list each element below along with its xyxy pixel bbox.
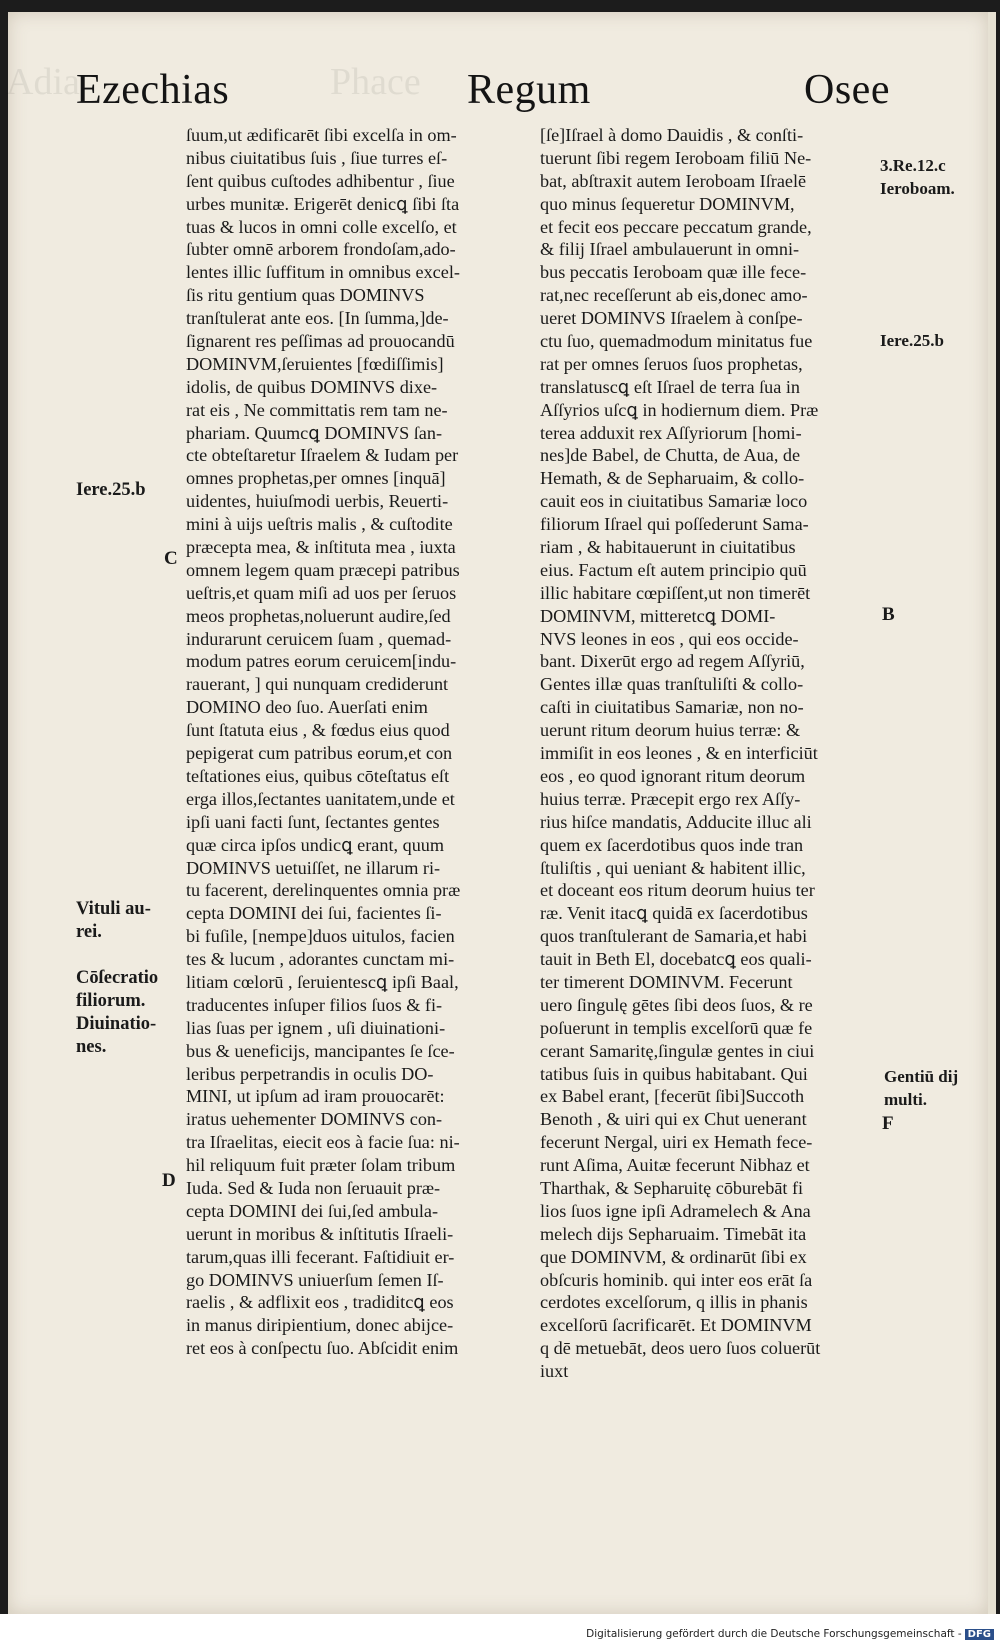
text-line: tauit in Beth El, docebatcꝗ eos quali-	[540, 949, 812, 970]
text-line: Gentes illæ quas tranſtuliſti & collo-	[540, 674, 804, 695]
text-line: bus & ueneficijs, mancipantes ſe ſce-	[186, 1040, 455, 1061]
text-line: melech dijs Sepharuaim. Timebāt ita	[540, 1223, 807, 1244]
text-line: cte obteſtaretur Iſraelem & Iudam per	[186, 445, 459, 466]
running-head-left: Ezechias	[76, 67, 230, 113]
text-line: eos , eo quod ignorant ritum deorum	[540, 765, 806, 786]
text-line: lios ſuos igne ipſi Adramelech & Ana	[540, 1200, 811, 1221]
text-line: quæ circa ipſos undicꝗ erant, quum	[186, 834, 445, 855]
text-line: uidentes, huiuſmodi uerbis, Reuerti-	[186, 491, 449, 512]
text-line: teſtationes eius, quibus cōteſtatus eſt	[186, 765, 450, 786]
margin-note-iere-left: Iere.25.b	[76, 480, 146, 500]
text-line: quem ex ſacerdotibus quos inde tran	[540, 834, 804, 855]
page-edge	[988, 12, 996, 1614]
text-line: riam , & habitauerunt in ciuitatibus	[540, 537, 796, 558]
text-line: ſunt ſtatuta eius , & fœdus eius quod	[186, 720, 450, 741]
text-line: & filij Iſrael ambulauerunt in omni-	[540, 239, 800, 260]
text-line: tes & lucum , adorantes cunctam mi-	[186, 949, 455, 970]
text-line: ſubter omnē arborem frondoſam,ado-	[186, 239, 456, 260]
text-line: translatuscꝗ eſt Iſrael de terra ſua in	[540, 376, 800, 397]
text-line: tuas & lucos in omni colle excelſo, et	[186, 216, 457, 237]
text-line: ſignarent res peſſimas ad prouocandū	[186, 331, 455, 352]
margin-note-diuinationes-1: Diuinatio-	[76, 1014, 157, 1034]
text-line: litiam cœlorū , ſeruientescꝗ ipſi Baal,	[186, 971, 459, 992]
text-line: in manus diripientium, donec abijce-	[186, 1315, 454, 1336]
bleed-through-left: Adia	[6, 61, 80, 103]
section-letter-c: C	[164, 548, 178, 569]
text-line: lentes illic ſuffitum in omnibus excel-	[186, 262, 460, 283]
text-line: fecerunt Nergal, uiri ex Hemath fece-	[540, 1132, 813, 1153]
text-line: ræ. Venit itacꝗ quidā ex ſacerdotibus	[540, 903, 808, 924]
text-line: uero ſingulę gētes ſibi deos ſuos, & re	[540, 994, 813, 1015]
section-letter-f: F	[882, 1113, 894, 1134]
text-line: ſtuliſtis , qui ueniant & habitent illic,	[540, 857, 806, 878]
text-line: phariam. Quumcꝗ DOMINVS ſan-	[186, 422, 443, 443]
text-line: caſti in ciuitatibus Samariæ, non no-	[540, 697, 804, 718]
text-line: ueret DOMINVS Iſraelem à conſpe-	[540, 308, 803, 329]
section-letter-d: D	[162, 1170, 176, 1191]
text-line: omnem legem quam præcepi patribus	[186, 559, 460, 580]
text-line: urbes munitæ. Erigerēt denicꝗ ſibi ſta	[186, 193, 460, 214]
margin-note-gentium-1: Gentiū dij	[884, 1067, 959, 1086]
text-line: MINI, ut ipſum ad iram prouocarēt:	[186, 1086, 445, 1107]
text-line: indurarunt ceruicem ſuam , quemad-	[186, 628, 452, 649]
text-line: ter timerent DOMINVM. Fecerunt	[540, 971, 793, 992]
text-line: præcepta mea, & inſtituta mea , iuxta	[186, 537, 456, 558]
bleed-through-center: Phace	[330, 61, 421, 103]
text-line: runt Aſima, Auitæ fecerunt Nibhaz et	[540, 1155, 810, 1176]
margin-note-iere-right: Iere.25.b	[880, 331, 944, 350]
text-line: quos tranſtulerant de Samaria,et habi	[540, 926, 808, 947]
text-line: nes]de Babel, de Chutta, de Aua, de	[540, 445, 801, 466]
text-line: hil reliquum fuit præter ſolam tribum	[186, 1155, 456, 1176]
text-line: iratus uehementer DOMINVS con-	[186, 1109, 443, 1130]
text-line: ex Babel erant, [fecerūt ſibi]Succoth	[540, 1086, 805, 1107]
running-head-right: Osee	[804, 67, 890, 113]
text-line: idolis, de quibus DOMINVS dixe-	[186, 376, 438, 397]
text-line: tu facerent, derelinquentes omnia præ	[186, 880, 461, 901]
text-line: rat per omnes ſeruos ſuos prophetas,	[540, 353, 803, 374]
digitization-credit	[586, 1628, 994, 1640]
text-line: traducentes inſuper filios ſuos & fi-	[186, 994, 443, 1015]
text-line: NVS leones in eos , qui eos occide-	[540, 628, 799, 649]
text-line: et doceant eos ritum deorum huius ter	[540, 880, 815, 901]
text-line: tatibus ſuis in quibus habitabant. Qui	[540, 1063, 808, 1084]
text-line: cerant Samaritę,ſingulæ gentes in ciui	[540, 1040, 815, 1061]
text-line: lias ſuas per ignem , uſi diuinationi-	[186, 1017, 446, 1038]
text-line: rat eis , Ne committatis rem tam ne-	[186, 399, 448, 420]
text-line: huius terræ. Præcepit ergo rex Aſſy-	[540, 788, 801, 809]
text-line: q dē metuebāt, deos uero ſuos coluerūt	[540, 1338, 821, 1359]
credit-text: Digitalisierung gefördert durch die Deutsche Forschungsgemeinschaft -	[586, 1628, 962, 1640]
text-line: immiſit in eos leones , & en interficiūt	[540, 743, 818, 764]
text-line: Benoth , & uiri qui ex Chut uenerant	[540, 1109, 807, 1130]
text-line: omnes prophetas,per omnes [inquā]	[186, 468, 446, 489]
text-line: terea adduxit rex Aſſyriorum [homi-	[540, 422, 802, 443]
running-head-center: Regum	[467, 67, 591, 113]
text-line: tra Iſraelitas, eiecit eos à facie ſua: ni-	[186, 1132, 460, 1153]
margin-note-gentium-2: multi.	[884, 1090, 927, 1109]
text-line: cerdotes excelſorum, q illis in phanis	[540, 1292, 808, 1313]
right-text-column	[540, 124, 880, 1383]
text-line: obſcuris hominib. qui inter eos erāt ſa	[540, 1269, 813, 1290]
text-line: quo minus ſequeretur DOMINVM,	[540, 193, 795, 214]
margin-note-vituli-2: rei.	[76, 922, 102, 942]
text-line: Aſſyrios uſcꝗ in hodiernum diem. Præ	[540, 399, 819, 420]
text-line: tuerunt ſibi regem Ieroboam filiū Ne-	[540, 147, 812, 168]
left-text-column	[186, 124, 522, 1360]
margin-note-diuinationes-2: nes.	[76, 1037, 107, 1057]
text-line: tranſtulerat ante eos. [In ſumma,]de-	[186, 308, 449, 329]
text-line: ſent quibus cuſtodes adhibentur , ſiue	[186, 170, 455, 191]
text-line: uerunt in moribus & inſtitutis Iſraeli-	[186, 1223, 454, 1244]
text-line: rauerant, ] qui nunquam crediderunt	[186, 674, 449, 695]
text-line: ipſi uani facti ſunt, ſectantes gentes	[186, 811, 440, 832]
text-line: [ſe]Iſrael à domo Dauidis , & conſti-	[540, 125, 804, 145]
text-line: ueſtris,et quam miſi ad uos per ſeruos	[186, 582, 457, 603]
text-line: nibus ciuitatibus ſuis , ſiue turres eſ-	[186, 147, 448, 168]
text-line: DOMINVM,ſeruientes [fœdiſſimis]	[186, 353, 444, 374]
text-line: que DOMINVM, & ordinarūt ſibi ex	[540, 1246, 807, 1267]
text-line: tarum,quas illi fecerant. Faſtidiuit er-	[186, 1246, 455, 1267]
margin-note-consecratio-2: filiorum.	[76, 991, 146, 1011]
text-line: ſis ritu gentium quas DOMINVS	[186, 285, 425, 306]
text-line: pepigerat cum patribus eorum,et con	[186, 743, 453, 764]
text-line: rat,nec receſſerunt ab eis,donec amo-	[540, 285, 808, 306]
text-line: DOMINVM, mitteretcꝗ DOMI-	[540, 605, 776, 626]
text-line: poſuerunt in templis excelſorū quæ fe	[540, 1017, 813, 1038]
text-line: DOMINO deo ſuo. Auerſati enim	[186, 697, 428, 718]
text-line: filiorum Iſrael qui poſſederunt Sama-	[540, 514, 809, 535]
text-line: Iuda. Sed & Iuda non ſeruauit præ-	[186, 1177, 441, 1198]
text-line: excelſorū ſacrificarēt. Et DOMINVM	[540, 1315, 812, 1336]
text-line: erga illos,ſectantes uanitatem,unde et	[186, 788, 455, 809]
text-line: ſuum,ut ædificarēt ſibi excelſa in om-	[186, 125, 457, 145]
text-line: et fecit eos peccare peccatum grande,	[540, 216, 812, 237]
text-line: raelis , & adflixit eos , tradiditcꝗ eos	[186, 1292, 454, 1313]
text-line: cepta DOMINI dei ſui,ſed ambula-	[186, 1200, 439, 1221]
section-letter-b: B	[882, 604, 895, 625]
text-line: bi fuſile, [nempe]duos uitulos, facien	[186, 926, 455, 947]
text-line: uerunt ritum deorum huius terræ: &	[540, 720, 801, 741]
margin-note-vituli-1: Vituli au-	[76, 899, 151, 919]
text-line: bus peccatis Ieroboam quæ ille fece-	[540, 262, 807, 283]
text-line: rius hiſce mandatis, Adducite illuc ali	[540, 811, 812, 832]
text-line: cepta DOMINI dei ſui, facientes ſi-	[186, 903, 442, 924]
text-line: Tharthak, & Sepharuitę cōburebāt fi	[540, 1177, 804, 1198]
text-line: cauit eos in ciuitatibus Samariæ loco	[540, 491, 808, 512]
text-line: ctu ſuo, quemadmodum minitatus fue	[540, 331, 813, 352]
text-line: modum patres eorum ceruicem[indu-	[186, 651, 457, 672]
text-line: ret eos à conſpectu ſuo. Abſcidit enim	[186, 1338, 459, 1359]
text-line: Hemath, & de Sepharuaim, & collo-	[540, 468, 805, 489]
text-line: iuxt	[540, 1361, 569, 1382]
text-line: bat, abſtraxit autem Ieroboam Iſraelē	[540, 170, 807, 191]
text-line: DOMINVS uetuiſſet, ne illarum ri-	[186, 857, 441, 878]
text-line: meos prophetas,noluerunt audire,ſed	[186, 605, 451, 626]
margin-note-ieroboam: Ieroboam.	[880, 179, 955, 198]
margin-note-reg-ref: 3.Re.12.c	[880, 156, 946, 175]
text-line: leribus perpetrandis in oculis DO-	[186, 1063, 434, 1084]
margin-note-consecratio-1: Cōſecratio	[76, 968, 159, 988]
dfg-logo: DFG	[965, 1629, 994, 1640]
text-line: eius. Factum eſt autem principio quū	[540, 559, 807, 580]
text-line: illic habitare cœpiſſent,ut non timerēt	[540, 582, 811, 603]
text-line: go DOMINVS uniuerſum ſemen Iſ-	[186, 1269, 444, 1290]
text-line: bant. Dixerūt ergo ad regem Aſſyriū,	[540, 651, 805, 672]
text-line: mini à uijs ueſtris malis , & cuſtodite	[186, 514, 453, 535]
